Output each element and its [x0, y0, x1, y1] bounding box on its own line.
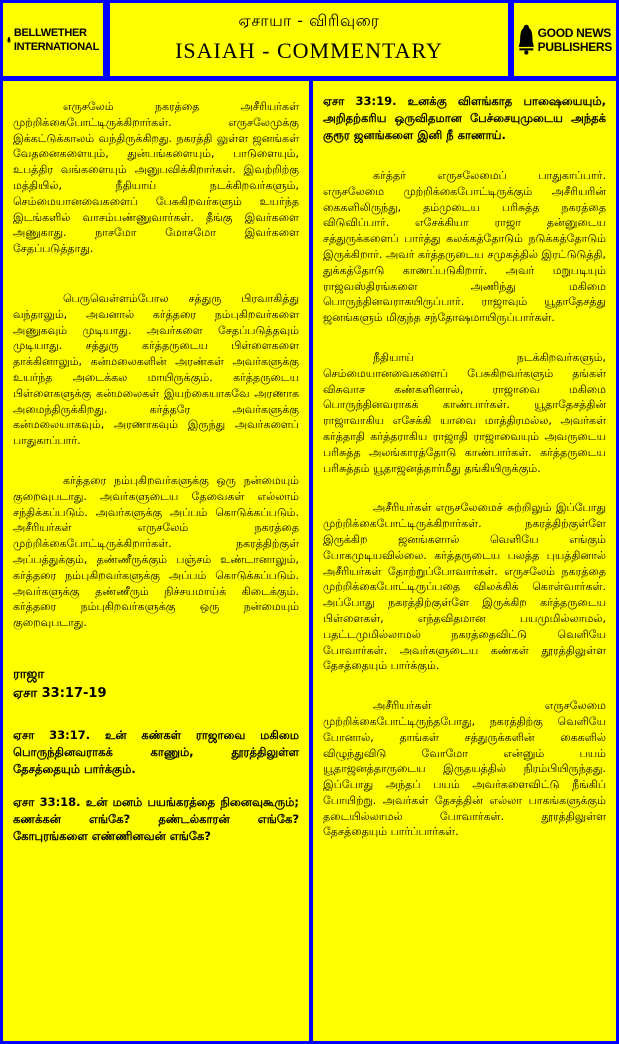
paragraph: நீதியாய் நடக்கிறவர்களும், செம்மையானவைகளைப் பேசுகிறவர்களும் தங்கள் விசுவாச கண்களினால், ராஜாவை மகிமை பொருந்தினவராகக் காண்பார்கள். யூதாதேசத்தின் ராஜாவாகிய எசேக்கி யாவை மாத்திரமல்ல, அவர்கள் கர்த்தாதி கர்த்தராகிய ராஜாதி ராஜாவையும் அவருடைய பரிசுத்த அலங்காரத்தோடு காண்பார்கள். கர்த்தருடைய பரிசுத்தம் யூதாஜனத்தார்மீது தங்கியிருக்கும்.: [323, 350, 606, 475]
title-tamil: ஏசாயா - விரிவுரை: [238, 11, 380, 30]
logo-left-line2: INTERNATIONAL: [13, 40, 99, 53]
title-english: ISAIAH - COMMENTARY: [175, 38, 443, 63]
publisher-logo-left: [3, 3, 103, 76]
logo-right-line1: GOOD NEWS: [537, 25, 611, 40]
verse-quote: ஏசா 33:17. உன் கண்கள் ராஜாவை மகிமை பொருந்தினவராகக் காணும், தூரத்திலுள்ள தேசத்தையும் பார்க்கும்.: [13, 727, 299, 776]
paragraph: கர்த்தர் எருசலேமைப் பாதுகாப்பார். எருசலேமை முற்றிக்கைபோட்டிருக்கும் அசீரியரின் கைகளிலிருந்து, தம்முடைய பரிசுத்த நகரத்தை விடுவிப்பார். எசேக்கியா ராஜா தன்னுடைய சத்துருக்களைப் பார்த்து கலக்கத்தோடும் நடுக்கத்தோடும் இருக்கிறார். அவர் கர்த்தருடைய சமுகத்தில் இரட்டுடுத்தி, துக்கத்தோடு காணப்படுகிறார். அவர் மறுபடியும் ராஜவஸ்திரங்களை அணிந்து மகிமை பொருந்தினவராகயிருப்பார். ராஜாவும் யூதாதேசத்து ஜனங்களும் மிகுந்த சந்தோஷமாயிருப்பார்கள்.: [323, 169, 606, 325]
publisher-logo-right: [514, 3, 616, 76]
paragraph: எருசலேம் நகரத்தை அசீரியர்கள் முற்றிக்கைபோட்டிருக்கிறார்கள். எருசலேமுக்கு இக்கட்டுக்காலம் வந்திருக்கிறது. நகரத்தி லுள்ள ஜனங்கள் வேதனைகளையும், துன்பங்களையும், பாடுளையும், உபத்திர வங்களையும் அனுபவிக்கிறார்கள். இவற்றிற்கு மத்தியில், நீதியாய் நடக்கிறவர்களும், செம்மையானவைகளைப் பேசுகிறவர்களும் உயர்ந்த இடங்களில் வாசம்பண்ணுவார்கள். தீங்கு இவர்களை அணுகாது. நாசமோ மோசமோ இவர்களை சேதப்படுத்தாது.: [13, 100, 299, 256]
bell-icon: [518, 16, 535, 64]
section-reference: ஏசா 33:17-19: [13, 685, 107, 701]
left-column: [3, 81, 309, 1041]
verse-quote: ஏசா 33:18. உன் மனம் பயங்கரத்தை நினைவுகூரும்; கணக்கன் எங்கே? தண்டல்காரன் எங்கே? கோபுரங்களை எண்ணினவன் எங்கே?: [13, 794, 299, 843]
paragraph: அசீரியர்கள் எருசலேமை முற்றிக்கைபோட்டிருந்தபோது, நகரத்திற்கு வெளியே போனால், தாங்கள் சத்துருக்களின் கைகளில் விழுந்துவிடு வோமோ என்னும் பயம் யூதாஜனத்தாருடைய இருதயத்தில் நிரம்பியிருந்தது. இப்போது அந்தப் பயம் அவர்களைவிட்டு நீங்கிப் போயிற்று. அவர்கள் தேசத்தின் எல்லா பாகங்களுக்கும் தடையில்லாமல் போவார்கள். தூரத்திலுள்ள தேசத்தையும் பார்ப்பார்கள்.: [323, 699, 606, 839]
logo-left-line1: BELLWETHER: [13, 26, 87, 39]
paragraph: அசீரியர்கள் எருசலேமைச் சுற்றிலும் இப்போது முற்றிக்கைபோட்டிருக்கிறார்கள். நகரத்திற்குள்ளே இருக்கிற ஜனங்களால் வெளியே எங்கும் போகமுடியவில்லை. கர்த்தருடைய பலத்த புயத்தினால் அசீரியர்கள் தோற்றுப்போவார்கள். எருசலேம் நகரத்தை முற்றிக்கைபோட்டிருப்பதை விலக்கிக் கொள்வார்கள். அப்போது நகரத்திற்குள்ளே இருக்கிற கர்த்தருடைய பிள்ளைகள், எந்தவிதமான பயமுமில்லாமல், பதட்டமுமில்லாமல் நகரத்தைவிட்டு வெளியே போவார்கள். அவர்களுடைய கண்கள் தூரத்திலுள்ள தேசத்தையும் பார்க்கும்.: [323, 501, 606, 673]
header-title: [110, 3, 508, 76]
paragraph: கர்த்தரை நம்புகிறவர்களுக்கு ஒரு நன்மையும் குறைவுபடாது. அவர்களுடைய தேவைகள் எல்லாம் சந்திக்கப்படும். அவர்களுக்கு அப்பம் கொடுக்கப்படும். அசீரியர்கள் எருசலேம் நகரத்தை முற்றிக்கைபோட்டிருக்கிறார்கள். நகரத்திற்குள் அப்பத்துக்கும், தண்ணீருக்கும் பஞ்சம் உண்டானாலும், கர்த்தரை நம்புகிறவர்களுக்கு அப்பம் கொடுக்கப்படும். அவர்களுக்கு தண்ணீரும் நிச்சயமாய்க் கிடைக்கும். கர்த்தரை நம்புகிறவர்களுக்கு ஒரு நன்மையும் குறைவுபடாது.: [13, 473, 299, 630]
bell-icon: [7, 16, 11, 64]
section-heading: ராஜா: [13, 666, 45, 682]
logo-right-line2: PUBLISHERS: [537, 39, 612, 54]
right-column: [313, 81, 616, 1041]
verse-quote: ஏசா 33:19. உனக்கு விளங்காத பாஷையையும், அறிதற்கரிய ஒருவிதமான பேச்சையுமுடைய அந்தக் குரூர ஜனங்களை இனி நீ காணாய்.: [323, 94, 606, 142]
paragraph: பெருவெள்ளம்போல சத்துரு பிரவாகித்து வந்தாலும், அவனால் கர்த்தரை நம்புகிறவர்களை அணுகவும் முடியாது. அவர்களை சேதப்படுத்தவும் முடியாது. சத்துரு கர்த்தருடைய பிள்ளைகளை தாக்கினாலும், கன்மலைகளின் அரண்கள் அவர்களுக்கு உயர்ந்த அடைக்கல மாயிருக்கும். கர்த்தருடைய பிள்ளைகளுக்கு கன்மலைகள் இயற்கையாகவே அரணாக அமைந்திருக்கிறது. கர்த்தரே அவர்களுக்கு கன்மலையாகவும், அரணாகவும் இருந்து அவர்களைப் பாதுகாப்பார்.: [13, 291, 299, 448]
